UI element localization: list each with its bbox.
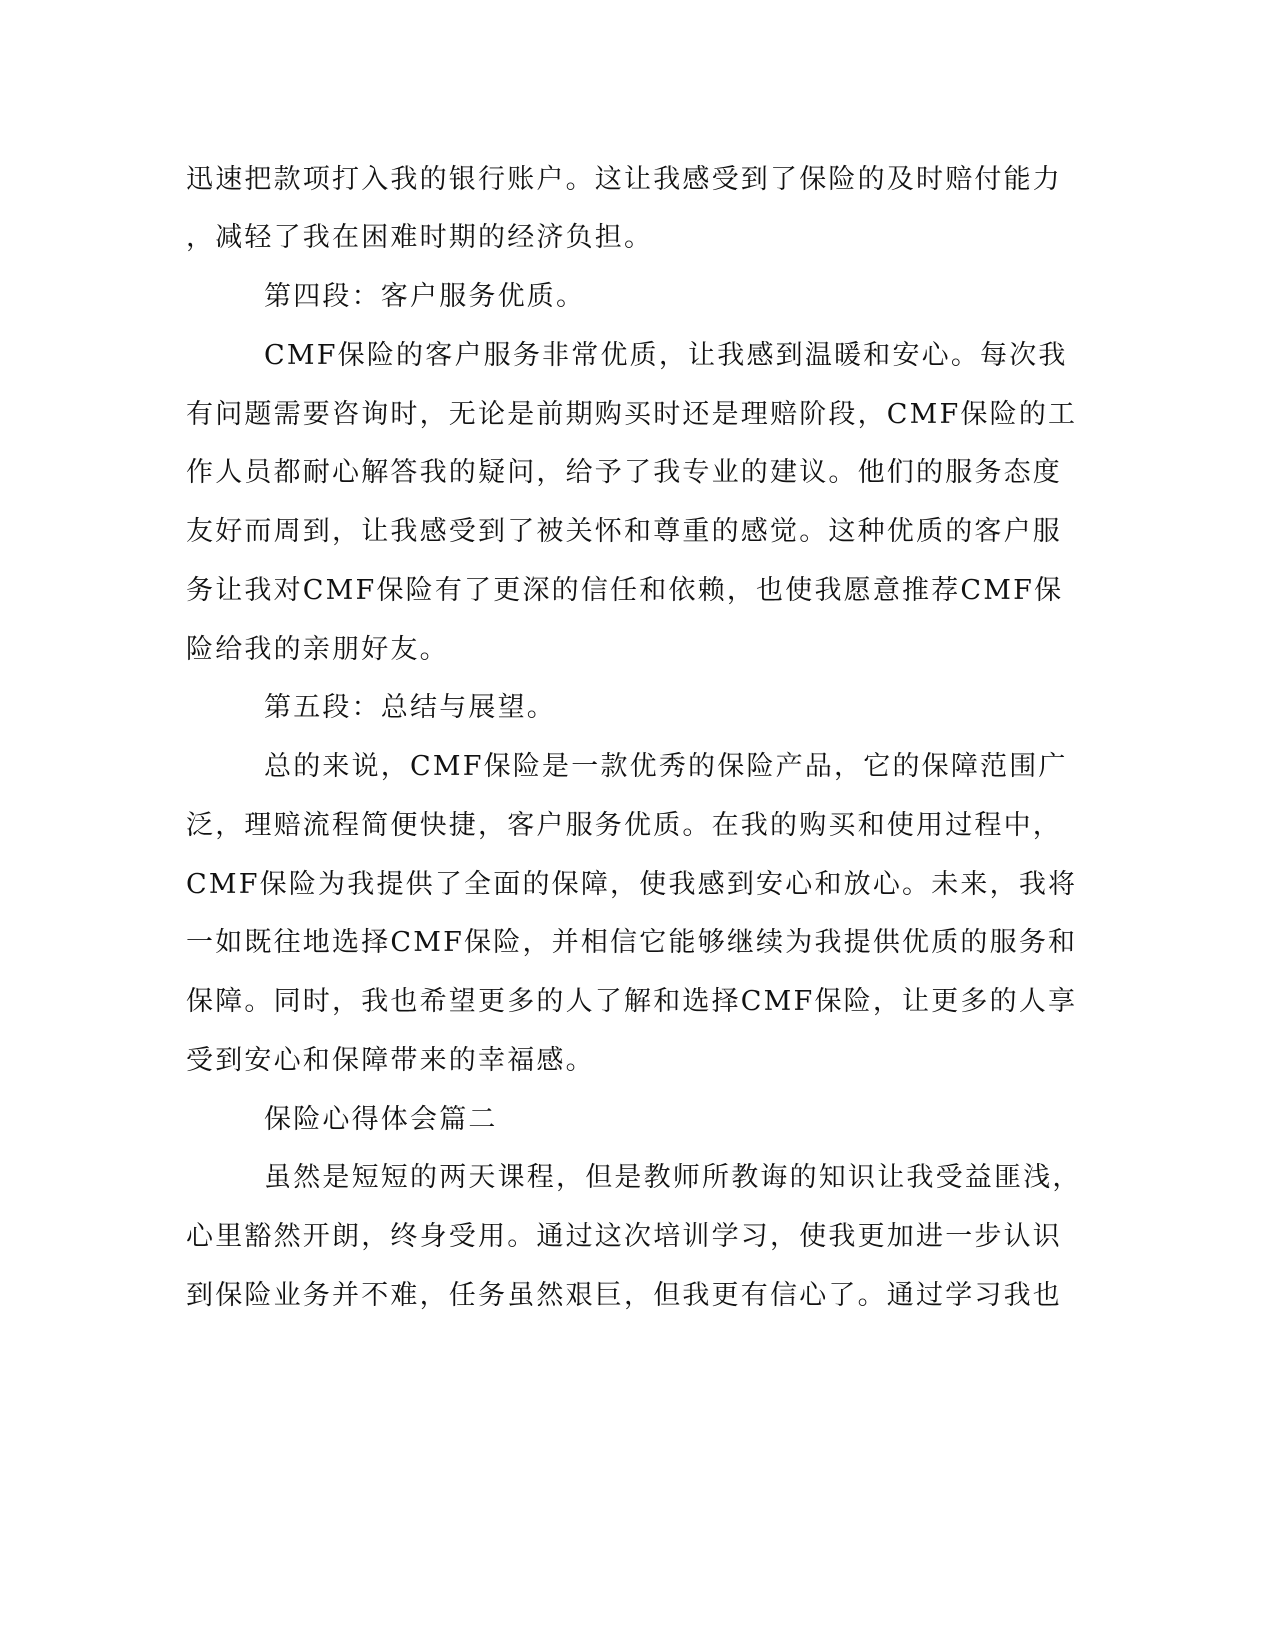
section-heading-5: 第五段：总结与展望。 [264, 692, 556, 723]
text-line-9: 险给我的亲朋好友。 [186, 634, 449, 665]
text-line-1: 迅速把款项打入我的银行账户。这让我感受到了保险的及时赔付能力 [186, 164, 1062, 195]
text-line-15: 保障。同时，我也希望更多的人了解和选择CMF保险，让更多的人享 [186, 986, 1078, 1017]
text-line-13: CMF保险为我提供了全面的保障，使我感到安心和放心。未来，我将 [186, 869, 1078, 900]
article-title-2: 保险心得体会篇二 [264, 1104, 498, 1135]
text-line-19: 心里豁然开朗，终身受用。通过这次培训学习，使我更加进一步认识 [186, 1221, 1062, 1252]
text-line-20: 到保险业务并不难，任务虽然艰巨，但我更有信心了。通过学习我也 [186, 1280, 1062, 1311]
section-heading-4: 第四段：客户服务优质。 [264, 281, 586, 312]
text-line-7: 友好而周到，让我感受到了被关怀和尊重的感觉。这种优质的客户服 [186, 516, 1062, 547]
text-line-16: 受到安心和保障带来的幸福感。 [186, 1045, 595, 1076]
text-line-8: 务让我对CMF保险有了更深的信任和依赖，也使我愿意推荐CMF保 [186, 575, 1064, 606]
text-line-6: 作人员都耐心解答我的疑问，给予了我专业的建议。他们的服务态度 [186, 457, 1062, 488]
text-line-14: 一如既往地选择CMF保险，并相信它能够继续为我提供优质的服务和 [186, 927, 1078, 958]
text-line-11: 总的来说，CMF保险是一款优秀的保险产品，它的保障范围广 [264, 751, 1068, 782]
text-line-2: ，减轻了我在困难时期的经济负担。 [186, 222, 654, 253]
text-line-5: 有问题需要咨询时，无论是前期购买时还是理赔阶段，CMF保险的工 [186, 399, 1078, 430]
text-line-12: 泛，理赔流程简便快捷，客户服务优质。在我的购买和使用过程中， [186, 810, 1062, 841]
text-line-18: 虽然是短短的两天课程，但是教师所教诲的知识让我受益匪浅， [264, 1162, 1082, 1193]
text-line-4: CMF保险的客户服务非常优质，让我感到温暖和安心。每次我 [264, 340, 1068, 371]
